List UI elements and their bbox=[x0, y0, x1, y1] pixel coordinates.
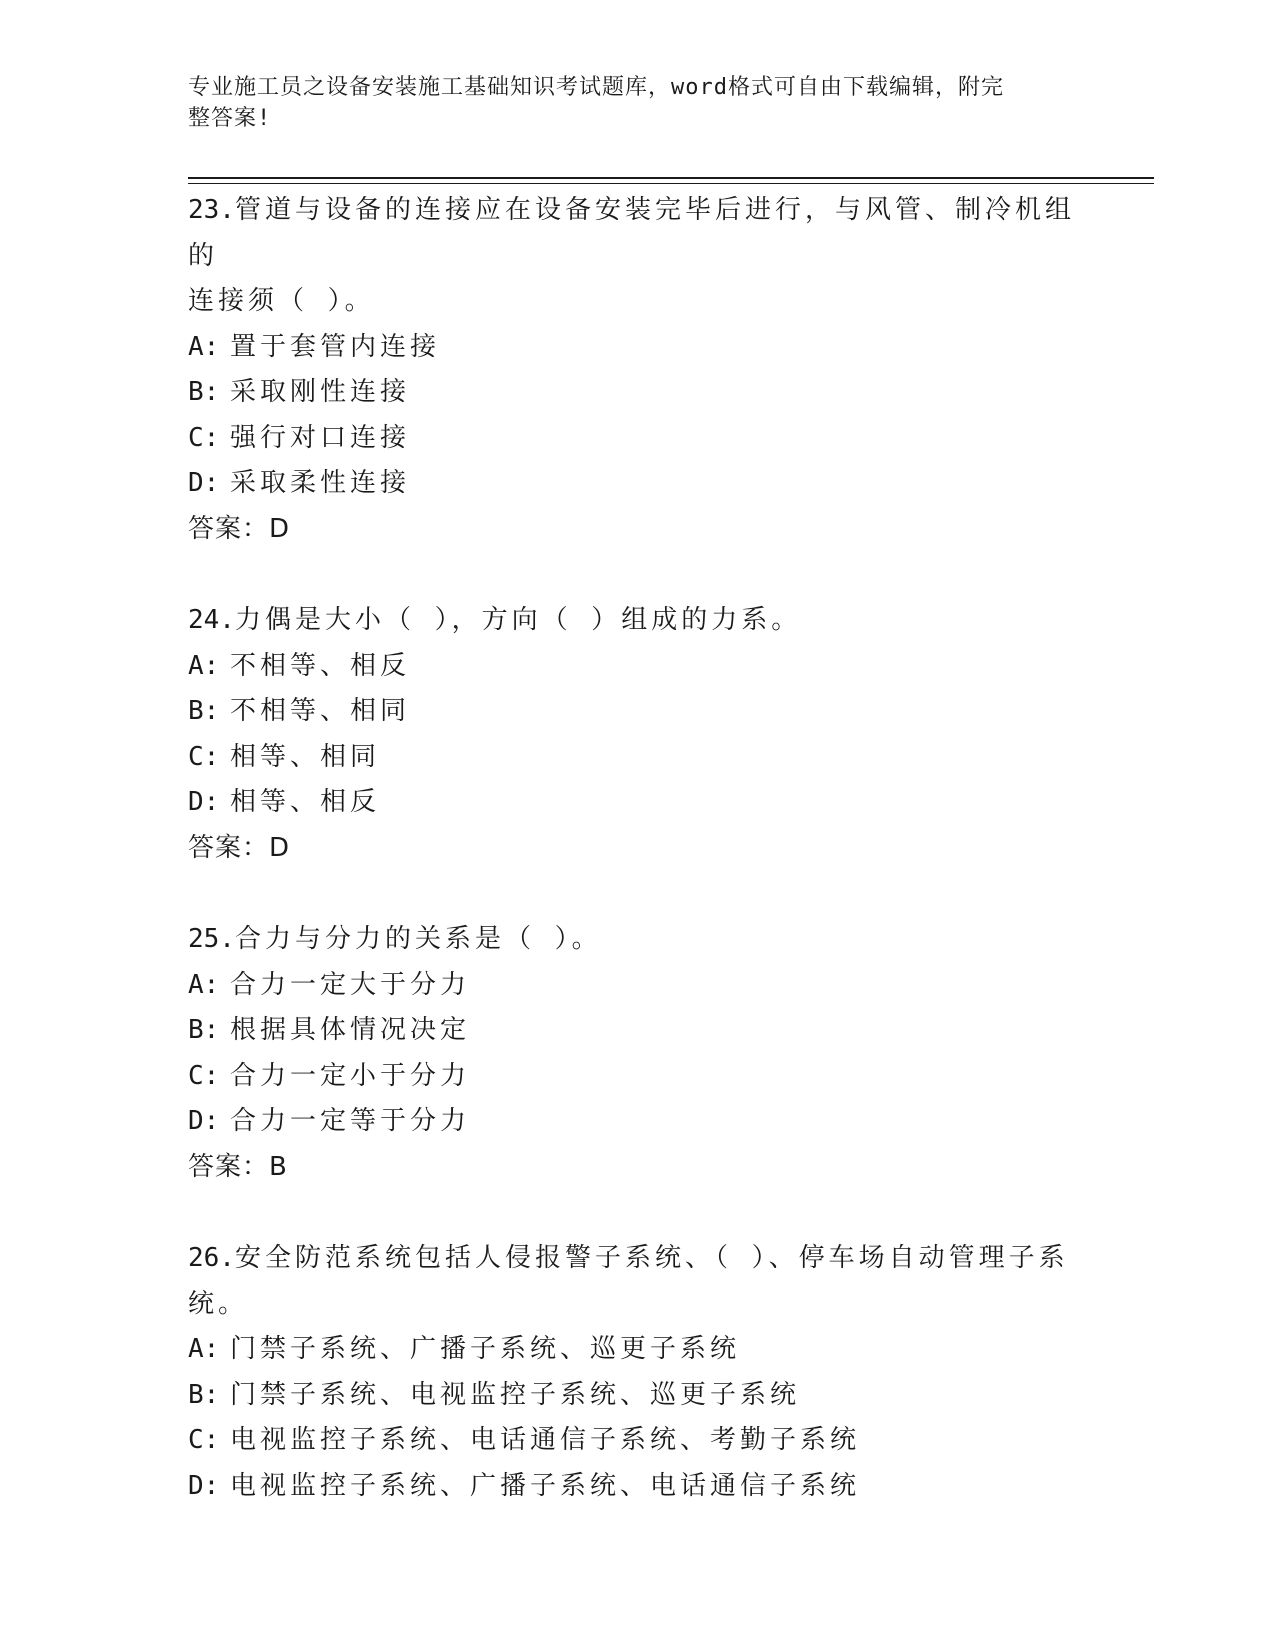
question-number: 23. bbox=[188, 195, 235, 225]
option-text: 相等、相同 bbox=[230, 741, 381, 772]
option-c bbox=[188, 416, 1088, 462]
option-letter: A: bbox=[188, 331, 220, 362]
option-d bbox=[188, 780, 1088, 826]
header-line-2: 整答案! bbox=[188, 106, 272, 131]
option-b bbox=[188, 1373, 1088, 1419]
header-line-1: 专业施工员之设备安装施工基础知识考试题库，word格式可自由下载编辑，附完 bbox=[188, 75, 1004, 100]
option-text: 不相等、相同 bbox=[230, 696, 411, 726]
header-divider-thick bbox=[188, 177, 1154, 179]
answer-line: 答案：B bbox=[188, 1151, 288, 1182]
option-c bbox=[188, 1418, 1088, 1464]
question-text-line-1: 管道与设备的连接应在设备安装完毕后进行，与风管、制冷机组的 bbox=[188, 195, 1075, 271]
option-letter: C: bbox=[188, 1425, 220, 1455]
answer-line: 答案：D bbox=[188, 513, 291, 544]
option-text: 采取刚性连接 bbox=[230, 377, 411, 407]
option-a bbox=[188, 644, 1088, 690]
option-text: 门禁子系统、电视监控子系统、巡更子系统 bbox=[230, 1379, 801, 1410]
question-list bbox=[188, 188, 1088, 1555]
question-stem bbox=[188, 598, 1088, 644]
option-letter: A: bbox=[188, 969, 220, 1000]
option-letter: A: bbox=[188, 650, 220, 681]
header-divider-thin bbox=[188, 183, 1154, 184]
option-d bbox=[188, 1464, 1088, 1510]
option-d bbox=[188, 1099, 1088, 1145]
option-d bbox=[188, 461, 1088, 507]
option-text: 置于套管内连接 bbox=[230, 331, 441, 362]
question-stem bbox=[188, 188, 1088, 279]
answer-line: 答案：D bbox=[188, 832, 291, 863]
option-letter: C: bbox=[188, 741, 220, 772]
option-a bbox=[188, 963, 1088, 1009]
question-26 bbox=[188, 1236, 1088, 1509]
option-text: 合力一定等于分力 bbox=[230, 1106, 471, 1136]
question-stem bbox=[188, 917, 1088, 963]
question-number: 25. bbox=[188, 924, 235, 954]
option-c bbox=[188, 1054, 1088, 1100]
option-b bbox=[188, 370, 1088, 416]
option-letter: D: bbox=[188, 468, 220, 498]
question-25 bbox=[188, 917, 1088, 1190]
option-letter: D: bbox=[188, 787, 220, 817]
option-a bbox=[188, 1327, 1088, 1373]
option-letter: D: bbox=[188, 1106, 220, 1136]
option-text: 相等、相反 bbox=[230, 787, 381, 817]
question-23 bbox=[188, 188, 1088, 552]
option-b bbox=[188, 689, 1088, 735]
option-text: 合力一定小于分力 bbox=[230, 1060, 471, 1091]
option-text: 根据具体情况决定 bbox=[230, 1015, 471, 1045]
option-b bbox=[188, 1008, 1088, 1054]
question-number: 24. bbox=[188, 605, 235, 635]
option-letter: C: bbox=[188, 1060, 220, 1091]
option-letter: A: bbox=[188, 1334, 220, 1364]
option-letter: B: bbox=[188, 696, 220, 726]
option-text: 电视监控子系统、广播子系统、电话通信子系统 bbox=[230, 1470, 861, 1501]
option-text: 采取柔性连接 bbox=[230, 468, 411, 498]
option-letter: B: bbox=[188, 1015, 220, 1045]
option-letter: B: bbox=[188, 1379, 220, 1410]
option-letter: D: bbox=[188, 1470, 220, 1501]
document-header bbox=[188, 72, 1068, 134]
option-text: 电视监控子系统、电话通信子系统、考勤子系统 bbox=[230, 1425, 861, 1455]
option-letter: B: bbox=[188, 377, 220, 407]
question-stem bbox=[188, 1236, 1088, 1282]
option-a bbox=[188, 325, 1088, 371]
question-number: 26. bbox=[188, 1243, 235, 1273]
question-text-line-1: 安全防范系统包括人侵报警子系统、（ ）、停车场自动管理子系 bbox=[234, 1243, 1069, 1273]
option-text: 门禁子系统、广播子系统、巡更子系统 bbox=[230, 1334, 741, 1364]
option-text: 不相等、相反 bbox=[230, 650, 411, 681]
question-text-line-1: 力偶是大小（ ），方向（ ）组成的力系。 bbox=[234, 605, 802, 635]
question-text-line-1: 合力与分力的关系是（ ）。 bbox=[234, 924, 602, 954]
question-text-line-2: 统。 bbox=[188, 1288, 249, 1319]
question-24 bbox=[188, 598, 1088, 871]
question-text-line-2: 连接须（ ）。 bbox=[188, 286, 375, 316]
option-c bbox=[188, 735, 1088, 781]
option-text: 强行对口连接 bbox=[230, 422, 411, 453]
option-text: 合力一定大于分力 bbox=[230, 969, 471, 1000]
option-letter: C: bbox=[188, 422, 220, 453]
